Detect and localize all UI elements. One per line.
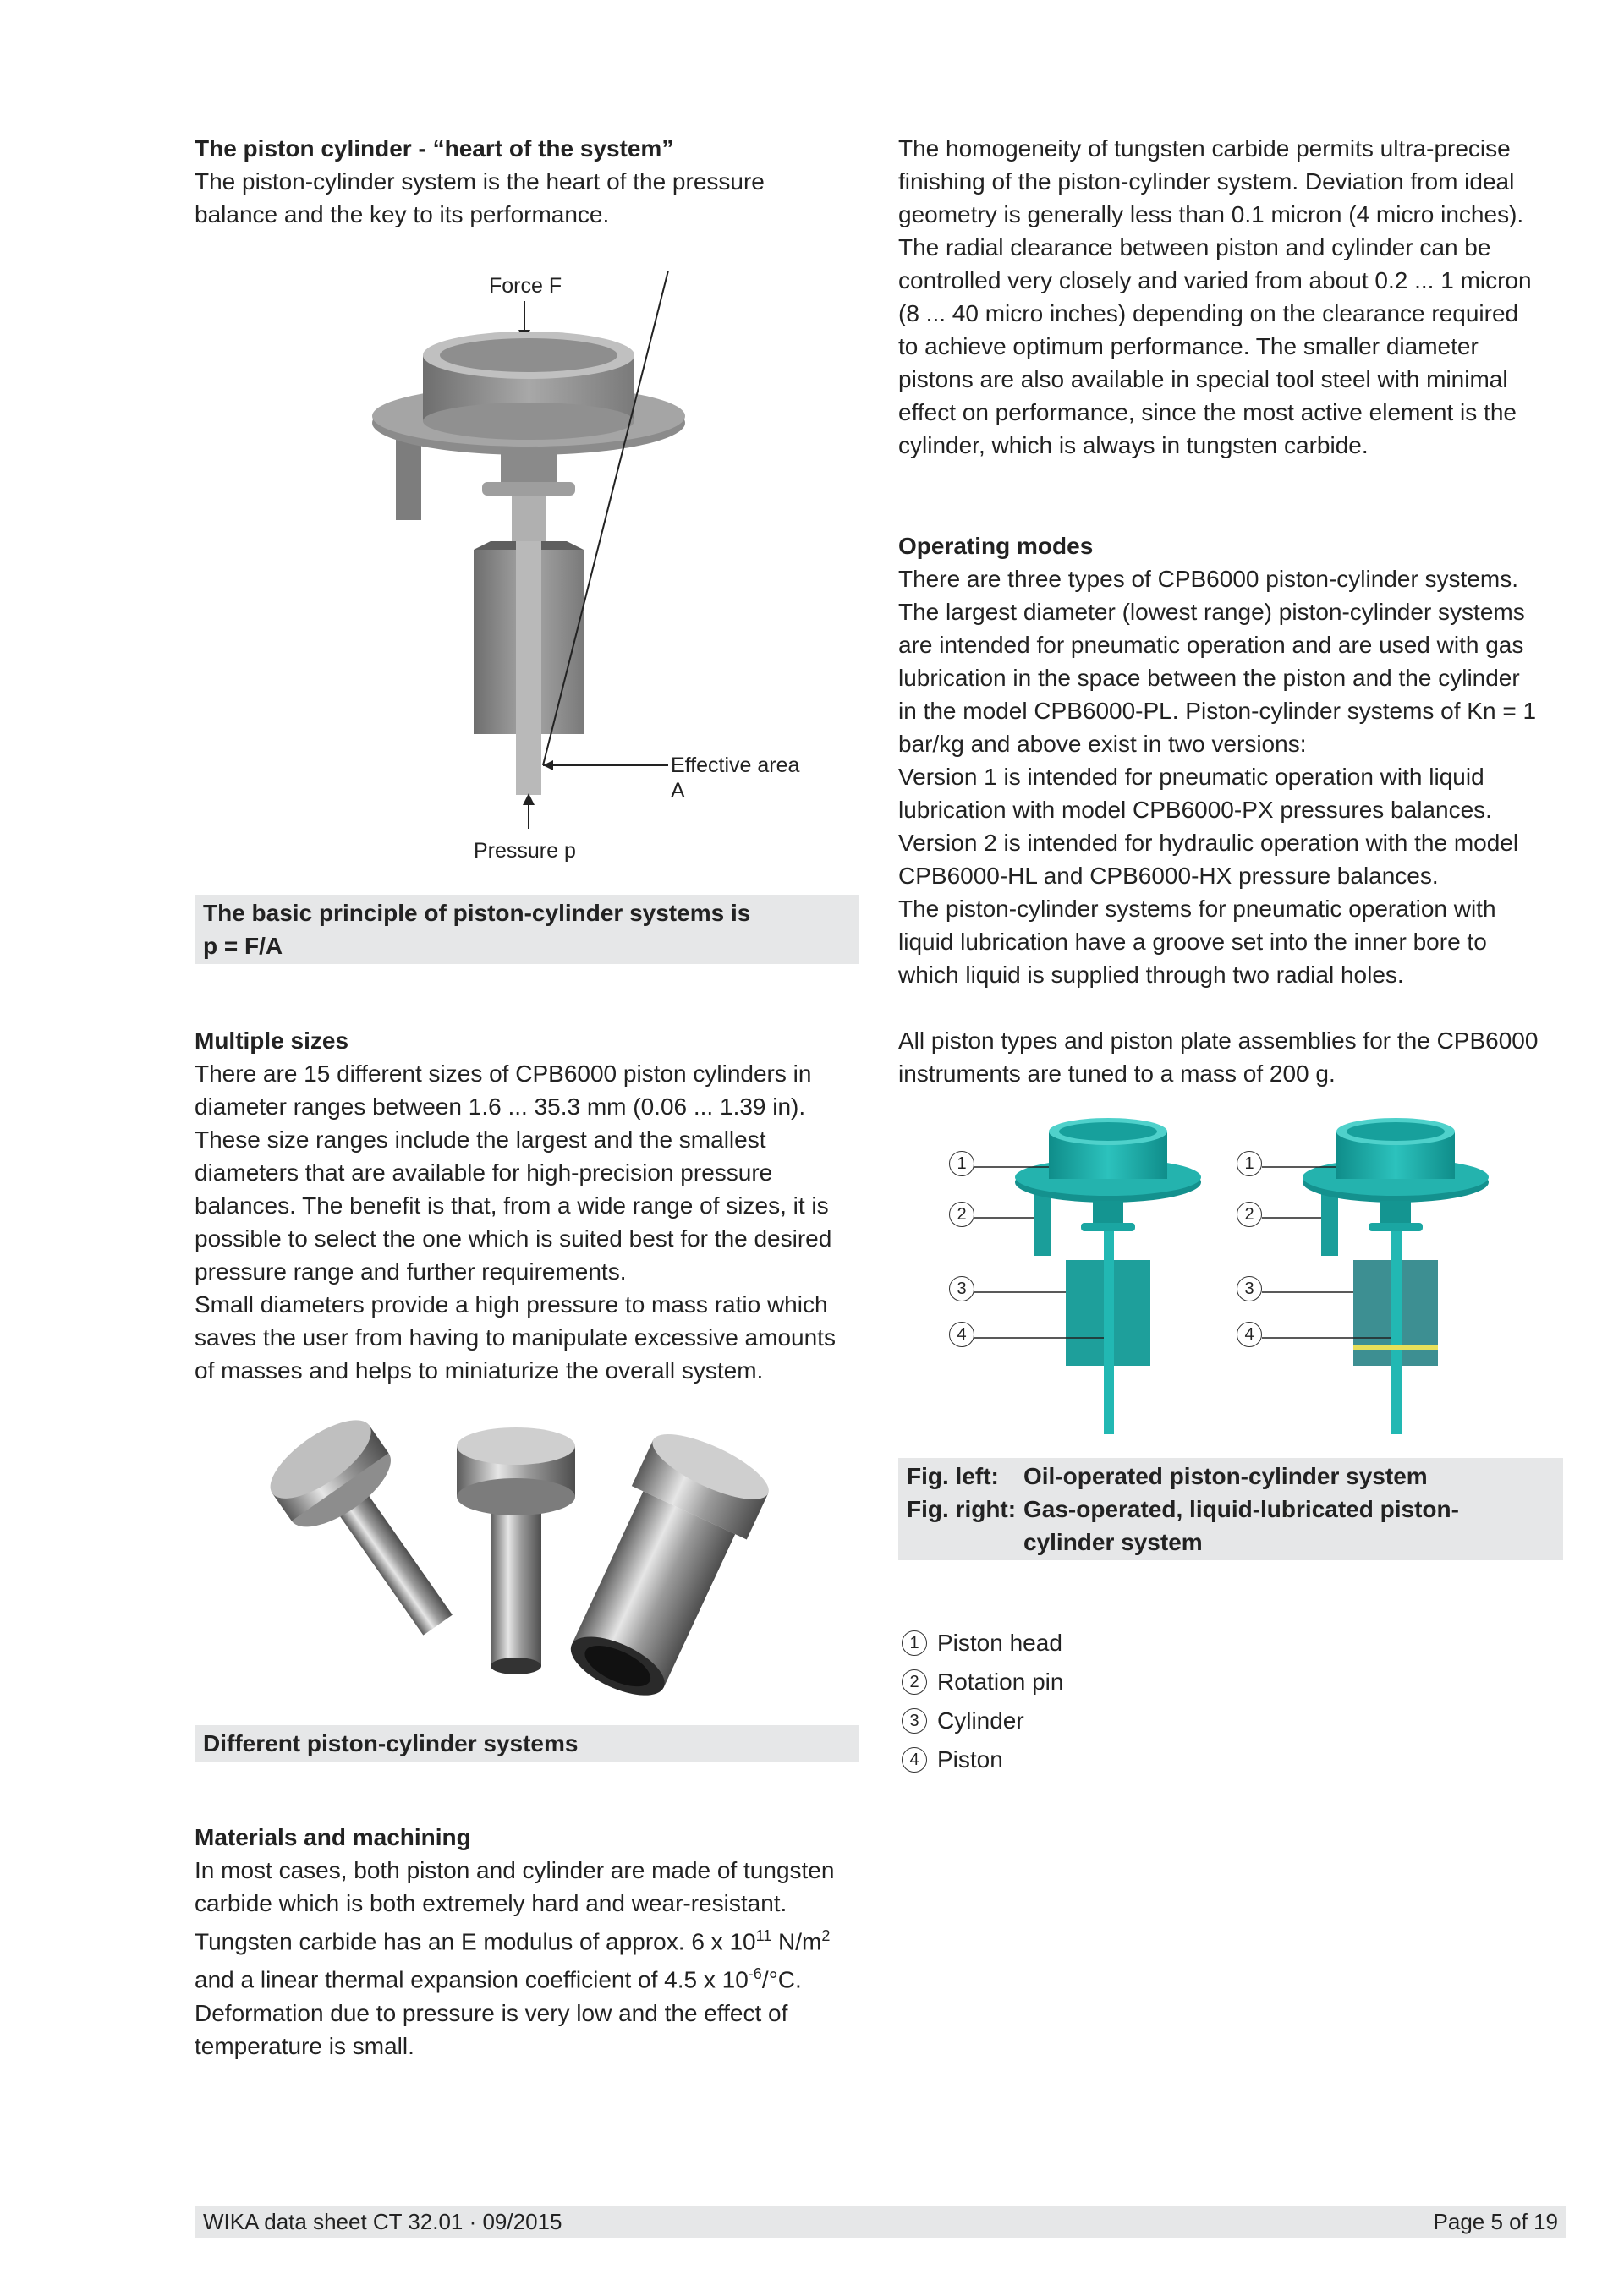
paragraph-line: bar/kg and above exist in two versions: <box>898 731 1307 757</box>
callout-3-left: 3 <box>949 1276 974 1301</box>
paragraph-line: These size ranges include the largest and the smallest <box>195 1126 766 1153</box>
section-operating-modes <box>898 529 1575 1090</box>
callout-4-left: 4 <box>949 1322 974 1347</box>
paragraph-line: diameter ranges between 1.6 ... 35.3 mm (0.06 ... 1.39 in). <box>195 1093 806 1120</box>
callout-2-right: 2 <box>1237 1202 1262 1227</box>
paragraph-line: and a linear thermal expansion coefficient of 4.5 x $10^{-6}/^\circ C$. <box>195 1965 802 1993</box>
paragraph-line: The piston-cylinder system is the heart of the pressure <box>195 168 765 195</box>
callout-4-right: 4 <box>1237 1322 1262 1347</box>
paragraph-line: finishing of the piston-cylinder system. Deviation from ideal <box>898 168 1515 195</box>
paragraph-line: liquid lubrication have a groove set into the inner bore to <box>898 929 1487 955</box>
legend-item: 4 Piston <box>902 1740 1063 1779</box>
paragraph-line: geometry is generally less than 0.1 micron (4 micro inches). <box>898 201 1524 227</box>
right-column-para <box>898 132 1575 462</box>
paragraph-line: effect on performance, since the most active element is the <box>898 399 1517 425</box>
paragraph-line: The piston-cylinder systems for pneumatic operation with <box>898 896 1496 922</box>
force-label: Force F <box>489 274 562 298</box>
paragraph-line: Version 1 is intended for pneumatic operation with liquid <box>898 764 1484 790</box>
callout-1-left: 1 <box>949 1151 974 1176</box>
paragraph-line: diameters that are available for high-precision pressure <box>195 1159 773 1186</box>
legend-item: 1 Piston head <box>902 1624 1063 1663</box>
legend-item: 3 Cylinder <box>902 1701 1063 1740</box>
effective-area-label: Effective area A <box>671 753 800 803</box>
paragraph-line: controlled very closely and varied from about 0.2 ... 1 micron <box>898 267 1532 293</box>
pressure-label: Pressure p <box>474 839 576 863</box>
paragraph-line: There are 15 different sizes of CPB6000 piston cylinders in <box>195 1060 812 1087</box>
paragraph-line: temperature is small. <box>195 2032 414 2059</box>
paragraph-line: possible to select the one which is suited best for the desired <box>195 1225 832 1252</box>
footer-doc-id: WIKA data sheet CT 32.01 · 09/2015 <box>203 2209 562 2234</box>
callout-2-left: 2 <box>949 1202 974 1227</box>
paragraph-line: The radial clearance between piston and cylinder can be <box>898 234 1491 260</box>
paragraph-line: Deformation due to pressure is very low and the effect of <box>195 1999 788 2026</box>
paragraph-line: All piston types and piston plate assemblies for the CPB6000 <box>898 1027 1539 1054</box>
piston-cylinder-types-diagram <box>939 1108 1531 1438</box>
legend <box>902 1624 1063 1779</box>
footer-page-number: Page 5 of 19 <box>1433 2209 1558 2234</box>
callout-3-right: 3 <box>1237 1276 1262 1301</box>
paragraph-line: in the model CPB6000-PL. Piston-cylinder systems of Kn = 1 <box>898 698 1537 724</box>
paragraph-line: pressure range and further requirements. <box>195 1258 627 1285</box>
section-title-materials: Materials and machining <box>195 1824 471 1850</box>
piston-cylinders-photo <box>228 1412 846 1700</box>
paragraph-line: In most cases, both piston and cylinder are made of tungsten <box>195 1857 835 1883</box>
paragraph-line: The homogeneity of tungsten carbide permits ultra-precise <box>898 135 1511 162</box>
caption-fig-types: Fig. left: Oil-operated piston-cylinder system Fig. right: Gas-operated, liquid-lubricated piston- cylinder system <box>898 1458 1563 1560</box>
paragraph-line: which liquid is supplied through two radial holes. <box>898 962 1404 988</box>
section-title-piston-cylinder: The piston cylinder - “heart of the system” <box>195 135 674 162</box>
left-column <box>195 132 863 231</box>
paragraph-line: of masses and helps to miniaturize the overall system. <box>195 1357 764 1384</box>
paragraph-line: lubrication in the space between the piston and the cylinder <box>898 665 1520 691</box>
piston-principle-diagram <box>355 271 710 863</box>
section-materials <box>195 1821 863 2063</box>
paragraph-line: There are three types of CPB6000 piston-cylinder systems. <box>898 566 1519 592</box>
paragraph-line: The largest diameter (lowest range) piston-cylinder systems <box>898 599 1525 625</box>
paragraph-line: balances. The benefit is that, from a wide range of sizes, it is <box>195 1192 829 1219</box>
paragraph-line: Small diameters provide a high pressure to mass ratio which <box>195 1291 828 1318</box>
paragraph-line: Version 2 is intended for hydraulic operation with the model <box>898 830 1519 856</box>
paragraph-line: Tungsten carbide has an E modulus of approx. 6 x $10^{11}$ $N/m^2$ <box>195 1927 831 1955</box>
section-multiple-sizes <box>195 1024 863 1387</box>
callout-1-right: 1 <box>1237 1151 1262 1176</box>
paragraph-line: carbide which is both extremely hard and wear-resistant. <box>195 1890 787 1916</box>
page-footer <box>195 2206 1566 2238</box>
legend-item: 2 Rotation pin <box>902 1663 1063 1701</box>
caption-different-systems: Different piston-cylinder systems <box>195 1725 859 1762</box>
section-title-multiple-sizes: Multiple sizes <box>195 1027 349 1054</box>
paragraph-line: cylinder, which is always in tungsten carbide. <box>898 432 1369 458</box>
paragraph-line: balance and the key to its performance. <box>195 201 610 227</box>
paragraph-line: pistons are also available in special tool steel with minimal <box>898 366 1508 392</box>
paragraph-line: lubrication with model CPB6000-PX pressures balances. <box>898 797 1492 823</box>
paragraph-line: are intended for pneumatic operation and are used with gas <box>898 632 1524 658</box>
caption-basic-principle: The basic principle of piston-cylinder systems is p = F/A <box>195 895 859 964</box>
paragraph-line: CPB6000-HL and CPB6000-HX pressure balances. <box>898 863 1439 889</box>
paragraph-line: (8 ... 40 micro inches) depending on the clearance required <box>898 300 1519 326</box>
section-title-operating-modes: Operating modes <box>898 533 1094 559</box>
paragraph-line: to achieve optimum performance. The smaller diameter <box>898 333 1479 359</box>
paragraph-line: instruments are tuned to a mass of 200 g. <box>898 1060 1336 1087</box>
paragraph-line: saves the user from having to manipulate excessive amounts <box>195 1324 836 1351</box>
